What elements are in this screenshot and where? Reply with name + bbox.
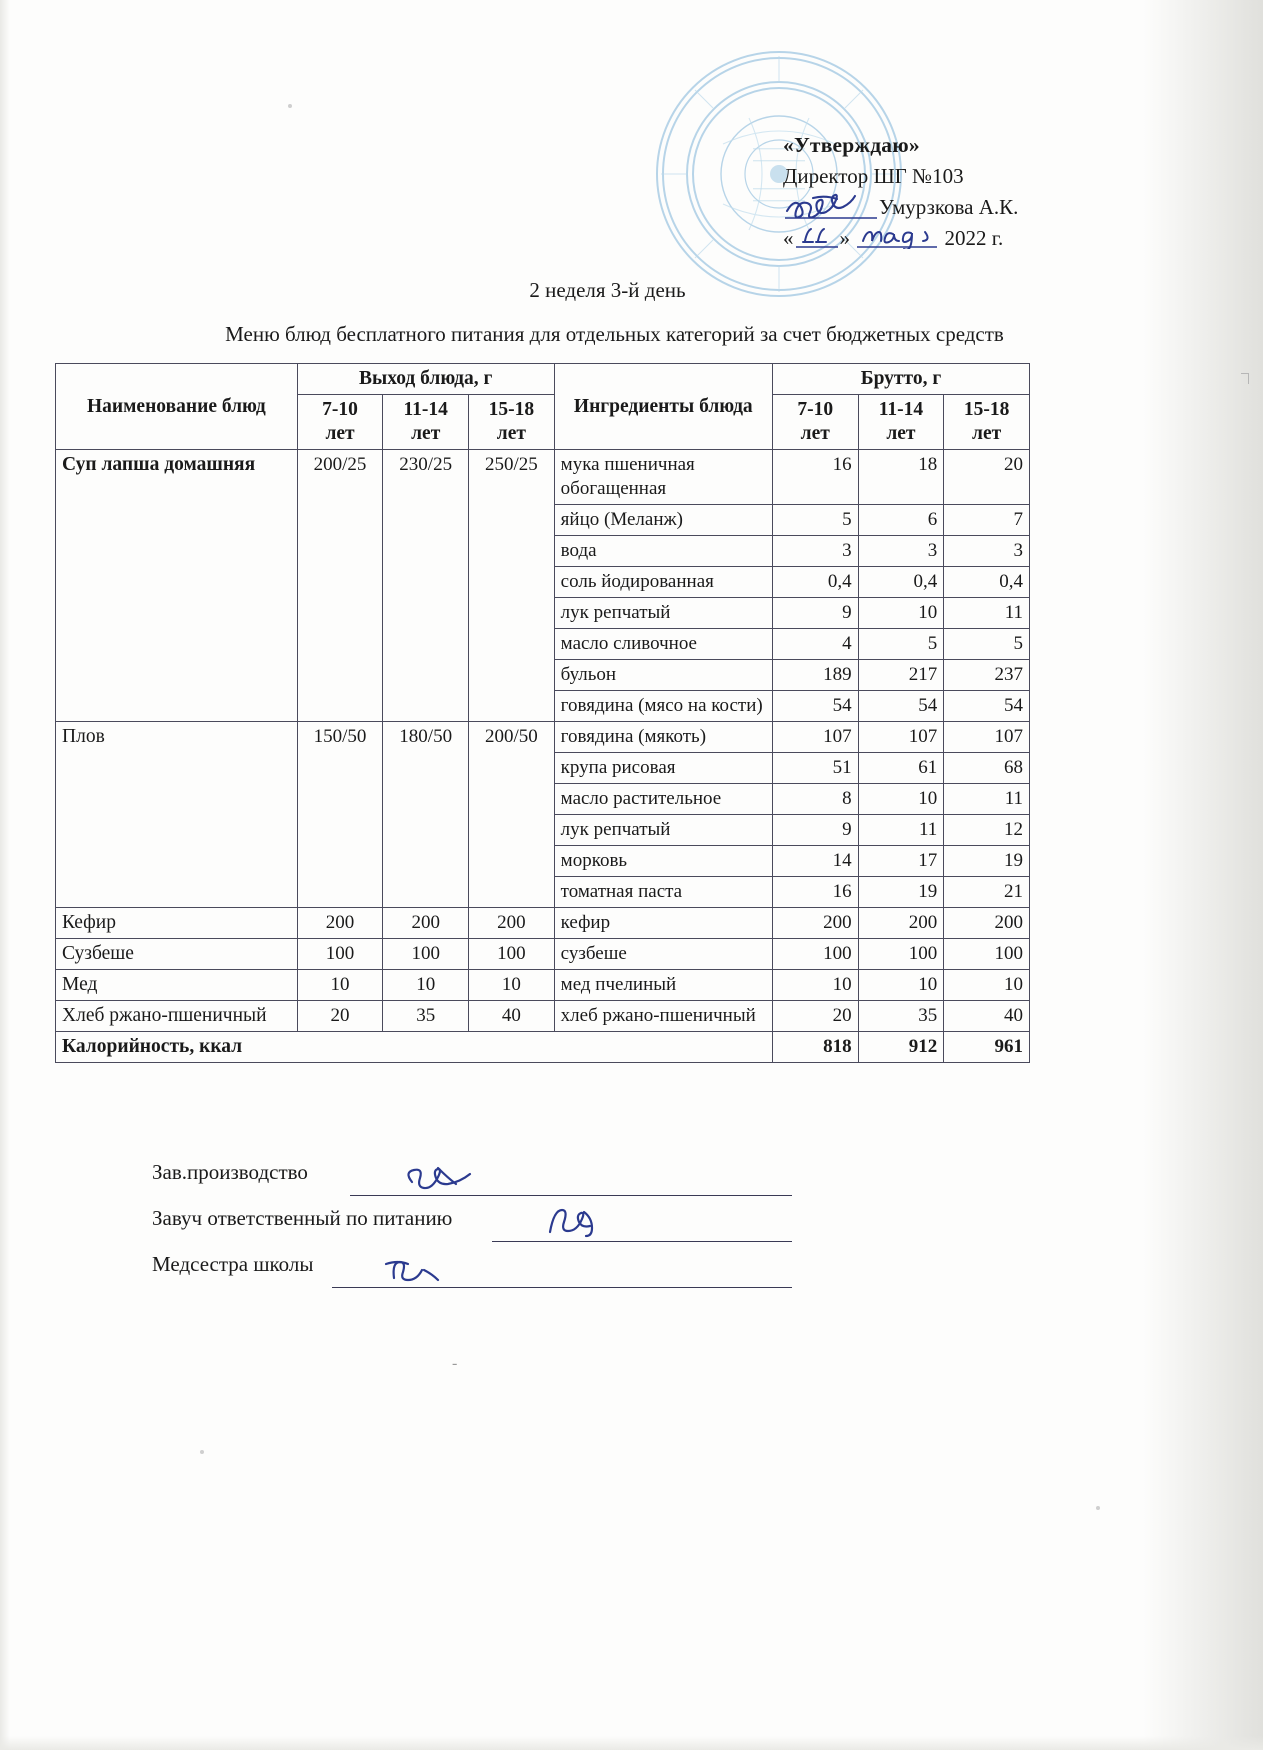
dish-output-cell: 250/25 — [469, 450, 555, 722]
table-body — [56, 450, 1030, 1063]
approval-heading: «Утверждаю» — [783, 133, 920, 157]
ingredient-gross-cell: 11 — [858, 815, 944, 846]
signature-row — [152, 1206, 792, 1252]
signature-school-nurse — [380, 1256, 470, 1292]
ingredient-name-cell: вода — [554, 536, 772, 567]
th-gross-group: Брутто, г — [772, 364, 1029, 395]
ingredient-gross-cell: 54 — [772, 691, 858, 722]
dish-output-cell: 100 — [383, 939, 469, 970]
signature-label: Медсестра школы — [152, 1252, 314, 1276]
ingredient-gross-cell: 4 — [772, 629, 858, 660]
dish-output-cell: 200 — [469, 908, 555, 939]
scan-edge-bottom — [0, 1736, 1263, 1750]
signature-row — [152, 1160, 792, 1206]
ingredient-gross-cell: 3 — [772, 536, 858, 567]
age-unit: лет — [972, 423, 1002, 444]
dish-output-cell: 200 — [383, 908, 469, 939]
ingredient-name-cell: соль йодированная — [554, 567, 772, 598]
ingredient-gross-cell: 8 — [772, 784, 858, 815]
ingredient-gross-cell: 19 — [858, 877, 944, 908]
quote-close: » — [839, 226, 850, 250]
approval-date-row — [783, 223, 1083, 254]
ingredient-gross-cell: 100 — [944, 939, 1030, 970]
ingredient-gross-cell: 0,4 — [772, 567, 858, 598]
scan-edge-left — [0, 0, 10, 1750]
th-gross-age-7-10 — [772, 395, 858, 450]
ingredient-gross-cell: 6 — [858, 505, 944, 536]
th-output-age-7-10 — [297, 395, 383, 450]
ingredient-gross-cell: 200 — [858, 908, 944, 939]
scan-speck — [288, 104, 292, 108]
ingredient-name-cell: морковь — [554, 846, 772, 877]
dish-output-cell: 40 — [469, 1001, 555, 1032]
ingredient-gross-cell: 18 — [858, 450, 944, 505]
ingredient-gross-cell: 3 — [944, 536, 1030, 567]
ingredient-gross-cell: 107 — [944, 722, 1030, 753]
ingredient-name-cell: говядина (мясо на кости) — [554, 691, 772, 722]
th-dish-name: Наименование блюд — [56, 364, 298, 450]
ingredient-gross-cell: 11 — [944, 598, 1030, 629]
table-row — [56, 970, 1030, 1001]
ingredient-gross-cell: 107 — [858, 722, 944, 753]
calories-value: 818 — [772, 1032, 858, 1063]
ingredient-gross-cell: 3 — [858, 536, 944, 567]
ingredient-gross-cell: 68 — [944, 753, 1030, 784]
th-output-group: Выход блюда, г — [297, 364, 554, 395]
scan-edge-right — [1143, 0, 1263, 1750]
age-unit: лет — [800, 423, 830, 444]
ingredient-gross-cell: 0,4 — [858, 567, 944, 598]
calories-value: 961 — [944, 1032, 1030, 1063]
approval-block — [783, 130, 1083, 254]
th-gross-age-11-14 — [858, 395, 944, 450]
stray-mark: - — [452, 1355, 458, 1372]
ingredient-gross-cell: 7 — [944, 505, 1030, 536]
ingredient-gross-cell: 21 — [944, 877, 1030, 908]
th-gross-age-15-18 — [944, 395, 1030, 450]
ingredient-gross-cell: 40 — [944, 1001, 1030, 1032]
dish-name-cell: Суп лапша домашняя — [56, 450, 298, 722]
ingredient-gross-cell: 11 — [944, 784, 1030, 815]
age-range: 7-10 — [322, 399, 358, 420]
age-range: 7-10 — [797, 399, 834, 420]
table-head — [56, 364, 1030, 450]
ingredient-name-cell: крупа рисовая — [554, 753, 772, 784]
signature-row — [152, 1252, 792, 1298]
ingredient-gross-cell: 10 — [944, 970, 1030, 1001]
age-unit: лет — [496, 423, 526, 444]
table-header-row-top — [56, 364, 1030, 395]
director-line: Директор ШГ №103 — [783, 164, 964, 188]
ingredient-name-cell: говядина (мякоть) — [554, 722, 772, 753]
ingredient-gross-cell: 200 — [772, 908, 858, 939]
calories-value: 912 — [858, 1032, 944, 1063]
ingredient-gross-cell: 100 — [858, 939, 944, 970]
ingredient-name-cell: мед пчелиный — [554, 970, 772, 1001]
ingredient-gross-cell: 61 — [858, 753, 944, 784]
th-output-age-15-18 — [469, 395, 555, 450]
ingredient-gross-cell: 16 — [772, 877, 858, 908]
signature-nutrition-officer — [540, 1206, 650, 1246]
menu-table-container — [55, 363, 1030, 1063]
dish-output-cell: 230/25 — [383, 450, 469, 722]
ingredient-gross-cell: 17 — [858, 846, 944, 877]
table-row — [56, 722, 1030, 753]
ingredient-gross-cell: 0,4 — [944, 567, 1030, 598]
ingredient-gross-cell: 5 — [772, 505, 858, 536]
signature-director-mark — [783, 192, 879, 218]
ingredient-gross-cell: 10 — [858, 598, 944, 629]
ingredient-name-cell: лук репчатый — [554, 598, 772, 629]
age-range: 15-18 — [488, 399, 535, 420]
ingredient-name-cell: масло сливочное — [554, 629, 772, 660]
calories-row — [56, 1032, 1030, 1063]
table-row — [56, 450, 1030, 505]
dish-output-cell: 180/50 — [383, 722, 469, 908]
ingredient-name-cell: масло растительное — [554, 784, 772, 815]
menu-table — [55, 363, 1030, 1063]
ingredient-gross-cell: 10 — [858, 784, 944, 815]
ingredient-gross-cell: 16 — [772, 450, 858, 505]
ingredient-gross-cell: 100 — [772, 939, 858, 970]
signature-production-head — [398, 1164, 518, 1200]
ingredient-gross-cell: 217 — [858, 660, 944, 691]
dish-name-cell: Хлеб ржано-пшеничный — [56, 1001, 298, 1032]
ingredient-gross-cell: 5 — [944, 629, 1030, 660]
table-row — [56, 939, 1030, 970]
dish-output-cell: 200/50 — [469, 722, 555, 908]
age-range: 15-18 — [963, 399, 1010, 420]
ingredient-gross-cell: 20 — [772, 1001, 858, 1032]
dish-name-cell: Кефир — [56, 908, 298, 939]
ingredient-name-cell: бульон — [554, 660, 772, 691]
dish-name-cell: Мед — [56, 970, 298, 1001]
ingredient-gross-cell: 237 — [944, 660, 1030, 691]
page-title: Меню блюд бесплатного питания для отдельных категорий за счет бюджетных средств — [225, 322, 1004, 346]
director-name: Умурзкова А.К. — [879, 195, 1019, 219]
age-range: 11-14 — [878, 399, 924, 420]
ingredient-gross-cell: 19 — [944, 846, 1030, 877]
ingredient-gross-cell: 189 — [772, 660, 858, 691]
age-unit: лет — [411, 423, 441, 444]
signature-label: Завуч ответственный по питанию — [152, 1206, 453, 1230]
quote-open: « — [783, 226, 794, 250]
age-range: 11-14 — [403, 399, 448, 420]
handwritten-month — [855, 223, 939, 247]
ingredient-gross-cell: 5 — [858, 629, 944, 660]
dish-output-cell: 10 — [297, 970, 383, 1001]
ingredient-gross-cell: 20 — [944, 450, 1030, 505]
ingredient-gross-cell: 107 — [772, 722, 858, 753]
dish-output-cell: 100 — [297, 939, 383, 970]
approval-year: 2022 г. — [944, 226, 1004, 250]
ingredient-gross-cell: 35 — [858, 1001, 944, 1032]
ingredient-name-cell: лук репчатый — [554, 815, 772, 846]
ingredient-gross-cell: 54 — [858, 691, 944, 722]
th-ingredients: Ингредиенты блюда — [554, 364, 772, 450]
age-unit: лет — [886, 423, 916, 444]
ingredient-gross-cell: 9 — [772, 598, 858, 629]
dish-output-cell: 35 — [383, 1001, 469, 1032]
dish-output-cell: 200/25 — [297, 450, 383, 722]
dish-output-cell: 20 — [297, 1001, 383, 1032]
age-unit: лет — [325, 423, 355, 444]
scan-speck — [200, 1450, 204, 1454]
week-day-subtitle: 2 неделя 3-й день — [529, 278, 686, 302]
director-signature-row — [783, 192, 1083, 223]
table-row — [56, 1001, 1030, 1032]
ingredient-gross-cell: 10 — [858, 970, 944, 1001]
ingredient-name-cell: томатная паста — [554, 877, 772, 908]
dish-output-cell: 10 — [383, 970, 469, 1001]
dish-name-cell: Плов — [56, 722, 298, 908]
ingredient-gross-cell: 9 — [772, 815, 858, 846]
signature-label: Зав.производство — [152, 1160, 308, 1184]
th-output-age-11-14 — [383, 395, 469, 450]
calories-label: Калорийность, ккал — [56, 1032, 773, 1063]
dish-output-cell: 100 — [469, 939, 555, 970]
table-row — [56, 908, 1030, 939]
dish-output-cell: 200 — [297, 908, 383, 939]
ingredient-gross-cell: 51 — [772, 753, 858, 784]
margin-tick — [1241, 373, 1249, 384]
ingredient-gross-cell: 200 — [944, 908, 1030, 939]
ingredient-gross-cell: 10 — [772, 970, 858, 1001]
ingredient-name-cell: кефир — [554, 908, 772, 939]
ingredient-name-cell: сузбеше — [554, 939, 772, 970]
dish-output-cell: 10 — [469, 970, 555, 1001]
ingredient-name-cell: мука пшеничная обогащенная — [554, 450, 772, 505]
signature-block — [152, 1160, 792, 1298]
scan-speck — [1096, 1506, 1100, 1510]
ingredient-gross-cell: 14 — [772, 846, 858, 877]
dish-output-cell: 150/50 — [297, 722, 383, 908]
ingredient-gross-cell: 54 — [944, 691, 1030, 722]
dish-name-cell: Сузбеше — [56, 939, 298, 970]
ingredient-name-cell: яйцо (Меланж) — [554, 505, 772, 536]
handwritten-day — [794, 223, 840, 247]
ingredient-gross-cell: 12 — [944, 815, 1030, 846]
ingredient-name-cell: хлеб ржано-пшеничный — [554, 1001, 772, 1032]
